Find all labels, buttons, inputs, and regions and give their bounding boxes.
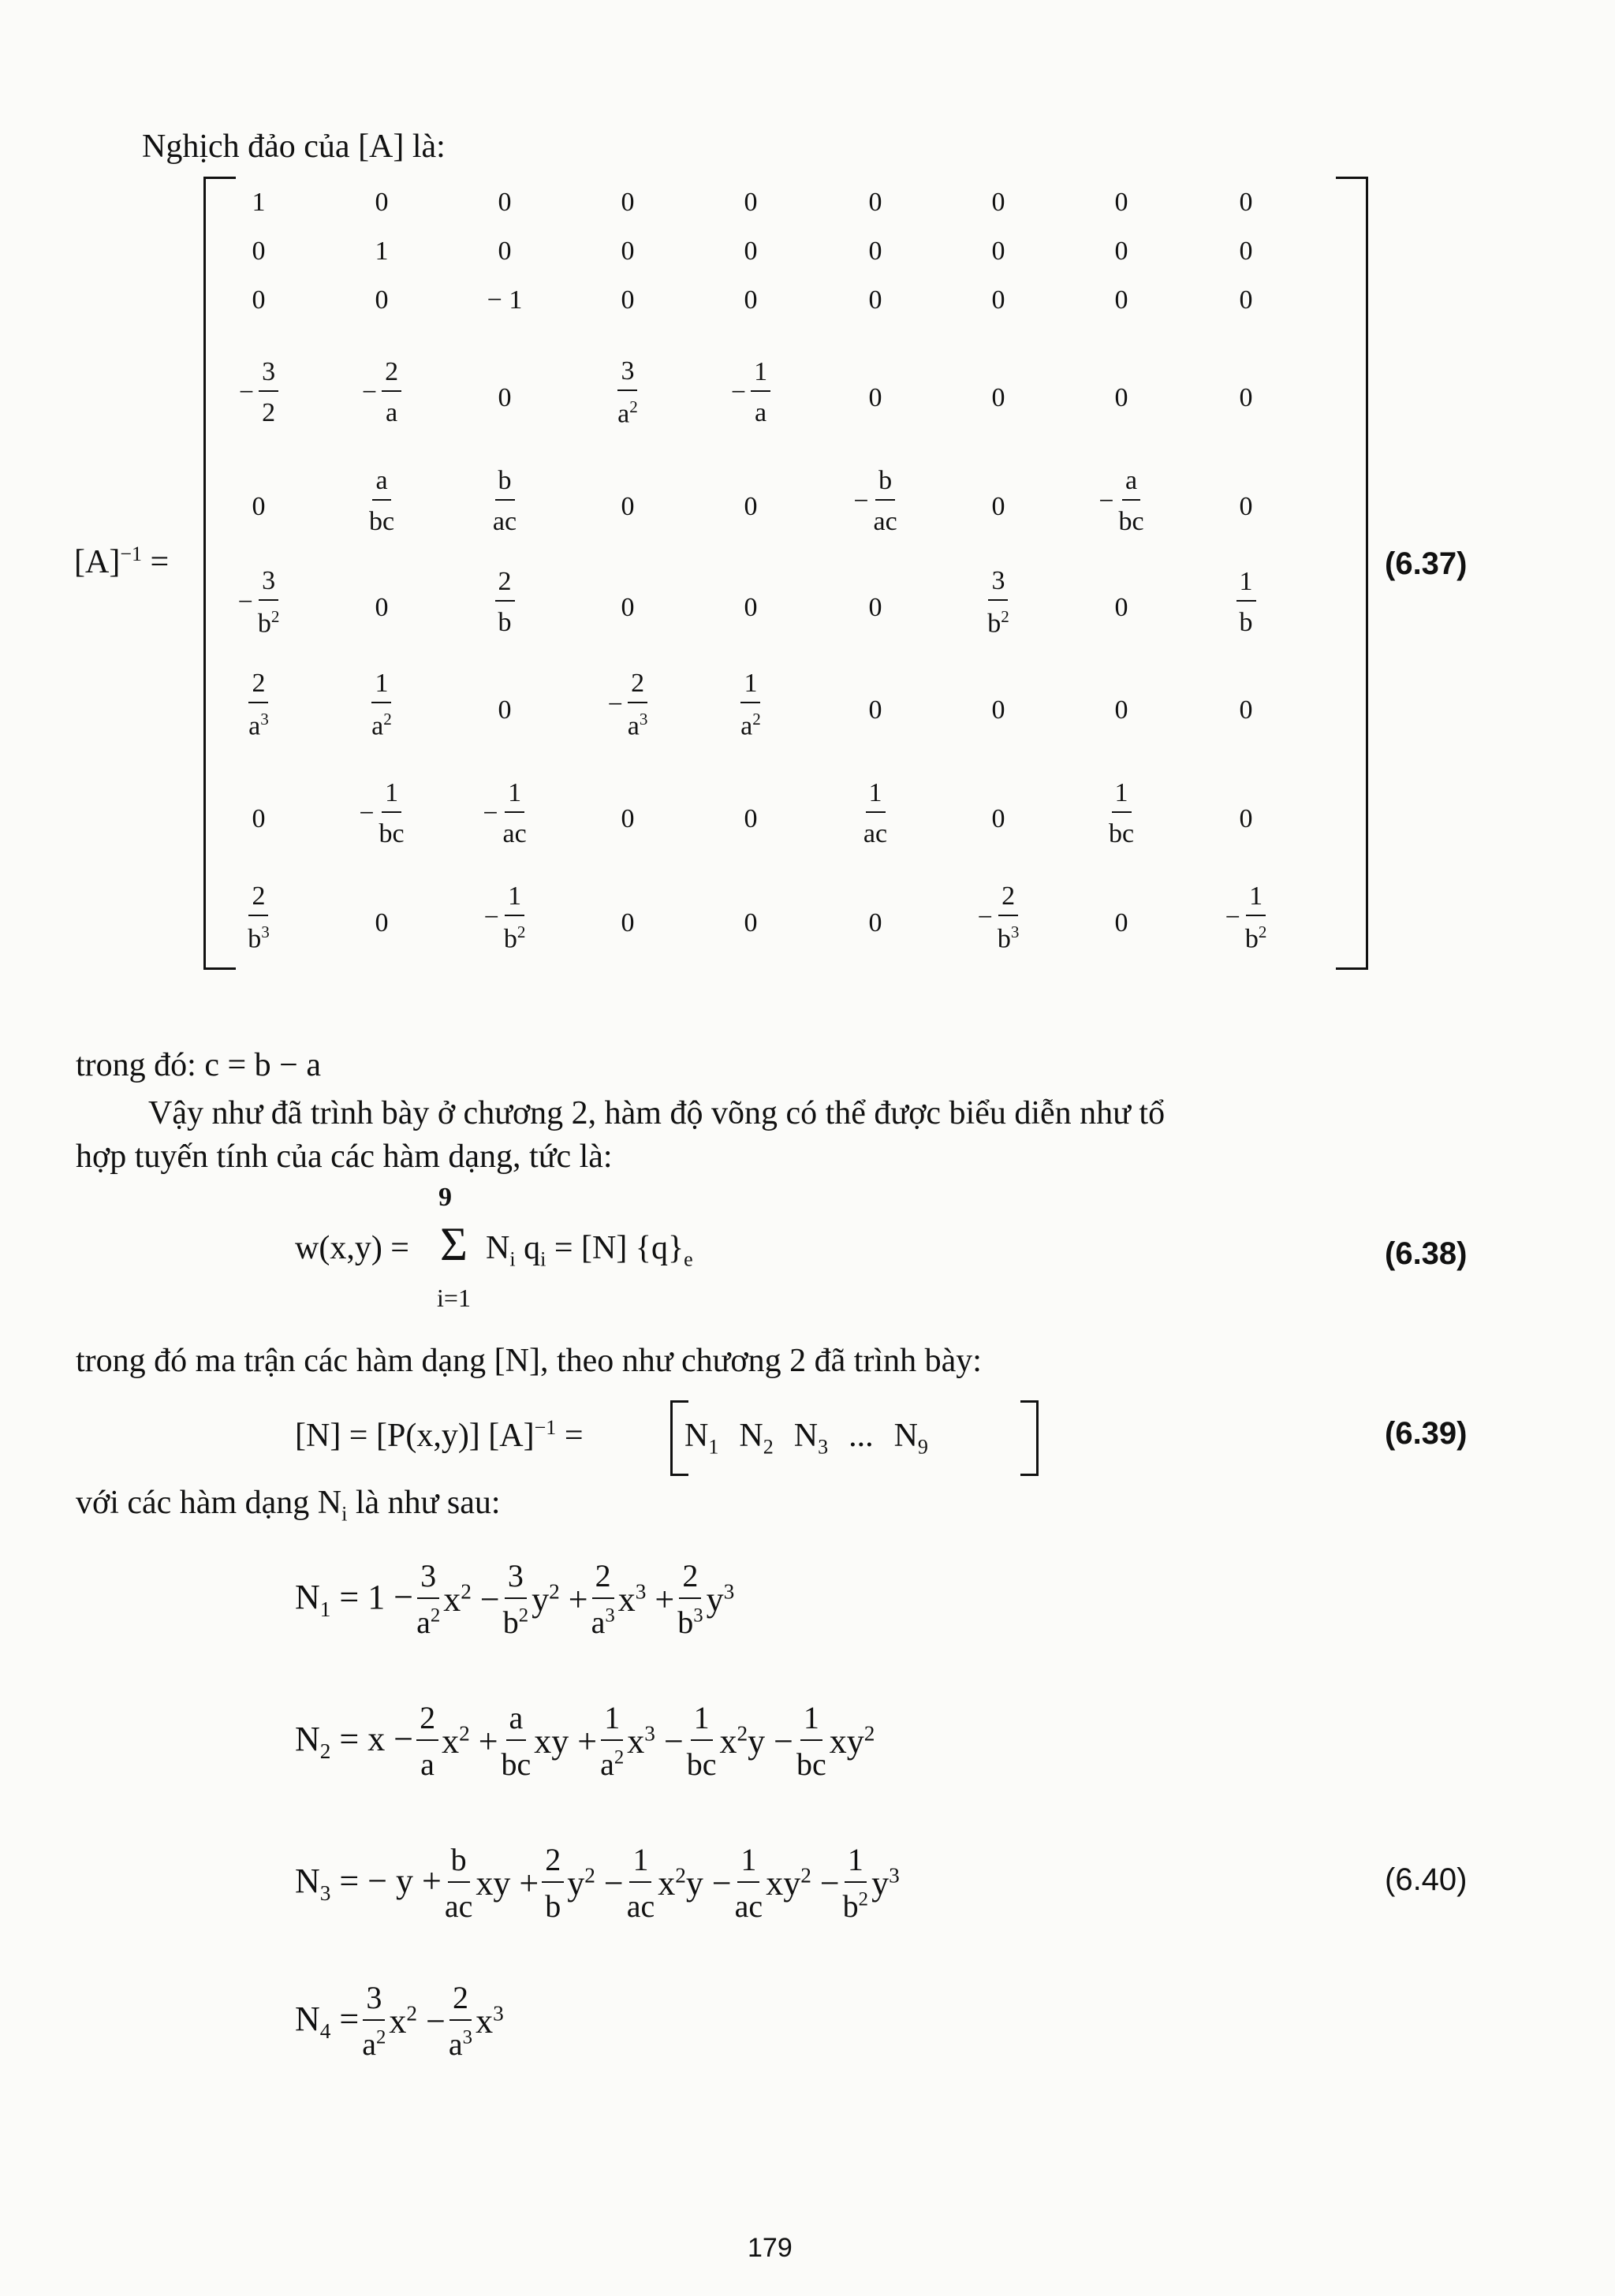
matrix-cell-r8-c2: − $\frac{1}{bc}$ <box>359 778 405 848</box>
shape-function-N1: $N_1 = 1$ − $\frac{3}{a^2}$ $x^2$ − $\frac{3}{b^2}$ $y^2$ + $\frac{2}{a^3}$ $x^3$ + $\frac{2}{b^3}$ $y^3$ <box>295 1558 735 1640</box>
matrix-cell-r1-c5: 0 <box>744 188 758 217</box>
matrix-cell-r9-c3: − $\frac{1}{b^2}$ <box>483 881 526 954</box>
matrix-cell-r6-c1: − $\frac{3}{b^2}$ <box>237 565 280 639</box>
matrix-cell-r2-c2: 1 <box>375 237 389 266</box>
matrix-cell-r5-c3: $\frac{b}{ac}$ <box>492 466 517 536</box>
eq-number-638: (6.38) <box>1385 1236 1468 1271</box>
eq-number-640: (6.40) <box>1385 1862 1468 1897</box>
matrix-cell-r4-c9: 0 <box>1239 383 1253 412</box>
matrix-cell-r4-c8: 0 <box>1114 383 1128 412</box>
matrix-cell-r7-c5: $\frac{1}{a^2}$ <box>740 668 761 741</box>
shape-vector-item: $N_1$ <box>684 1418 719 1459</box>
matrix-cell-r7-c2: $\frac{1}{a^2}$ <box>371 668 392 741</box>
matrix-cell-r3-c9: 0 <box>1239 285 1253 315</box>
matrix-cell-r2-c5: 0 <box>744 237 758 266</box>
matrix-cell-r5-c1: 0 <box>252 492 266 521</box>
matrix-cell-r3-c8: 0 <box>1114 285 1128 315</box>
matrix-cell-r2-c1: 0 <box>252 237 266 266</box>
intro-text: Nghịch đảo của [A] là: <box>142 129 446 165</box>
matrix-cell-r9-c1: $\frac{2}{b^3}$ <box>248 881 270 954</box>
shape-vector-item: ... <box>849 1418 874 1454</box>
matrix-cell-r6-c2: 0 <box>375 593 389 622</box>
matrix-cell-r1-c1: 1 <box>252 188 266 217</box>
shape-function-N3: $N_3$ = − y + $\frac{b}{ac}$ xy + $\frac{2}{b}$ $y^2$ − $\frac{1}{ac}$ $x^2y$ − $\frac{1}{ac}$ $xy^2$ − $\frac{1}{b^2}$ $y^3$ <box>295 1842 900 1924</box>
matrix-cell-r7-c6: 0 <box>868 695 882 725</box>
matrix-cell-r6-c7: $\frac{3}{b^2}$ <box>987 565 1009 639</box>
page-number: 179 <box>748 2233 793 2263</box>
equation-6-39: [N] = [P(x,y)] $[A]^{-1}$ = $N_1$ $N_2$ $N_3$ ... $N_9$ <box>295 1396 1068 1482</box>
matrix-cell-r8-c4: 0 <box>621 804 635 833</box>
matrix-cell-r5-c9: 0 <box>1239 492 1253 521</box>
matrix-cell-r5-c4: 0 <box>621 492 635 521</box>
eq-number-637: (6.37) <box>1385 546 1468 581</box>
matrix-cell-r7-c9: 0 <box>1239 695 1253 725</box>
matrix-cell-r6-c3: $\frac{2}{b}$ <box>449 563 560 642</box>
matrix-cell-r6-c5: 0 <box>744 593 758 622</box>
matrix-cell-r8-c1: 0 <box>252 804 266 833</box>
matrix-cell-r5-c8: − $\frac{a}{bc}$ <box>1098 466 1144 536</box>
inverse-matrix <box>203 175 1367 968</box>
matrix-cell-r4-c3: 0 <box>498 383 512 412</box>
matrix-cell-r2-c6: 0 <box>868 237 882 266</box>
matrix-cell-r8-c5: 0 <box>744 804 758 833</box>
matrix-cell-r4-c2: − $\frac{2}{a}$ <box>326 353 437 432</box>
matrix-cell-r1-c2: 0 <box>375 188 389 217</box>
matrix-cell-r9-c4: 0 <box>621 908 635 937</box>
matrix-cell-r8-c3: − $\frac{1}{ac}$ <box>483 778 527 848</box>
matrix-cell-r9-c8: 0 <box>1114 908 1128 937</box>
matrix-cell-r4-c7: 0 <box>991 383 1005 412</box>
c-definition: trong đó: c = b − a <box>76 1047 321 1083</box>
matrix-cell-r1-c6: 0 <box>868 188 882 217</box>
matrix-cell-r9-c7: − $\frac{2}{b^3}$ <box>977 881 1020 954</box>
matrix-cell-r8-c8: $\frac{1}{bc}$ <box>1108 778 1135 848</box>
matrix-cell-r9-c9: − $\frac{1}{b^2}$ <box>1225 881 1267 954</box>
shape-vector-item: $N_3$ <box>793 1418 829 1459</box>
matrix-cell-r6-c8: 0 <box>1114 593 1128 622</box>
matrix-cell-r3-c1: 0 <box>252 285 266 315</box>
matrix-cell-r1-c8: 0 <box>1114 188 1128 217</box>
shape-function-N2: $N_2 = x$ − $\frac{2}{a}$ $x^2$ + $\frac{a}{bc}$ xy + $\frac{1}{a^2}$ $x^3$ − $\frac{1}{bc}$ $x^2y$ − $\frac{1}{bc}$ $xy^2$ <box>295 1700 875 1782</box>
matrix-cell-r2-c3: 0 <box>498 237 512 266</box>
matrix-cell-r5-c6: − $\frac{b}{ac}$ <box>853 466 897 536</box>
paragraph-4: với các hàm dạng $N_i$ là như sau: <box>76 1485 501 1526</box>
matrix-cell-r3-c7: 0 <box>991 285 1005 315</box>
matrix-cell-r4-c4: $\frac{3}{a^2}$ <box>617 356 638 429</box>
matrix-cell-r5-c5: 0 <box>744 492 758 521</box>
matrix-cell-r2-c9: 0 <box>1239 237 1253 266</box>
matrix-cell-r3-c6: 0 <box>868 285 882 315</box>
matrix-cell-r7-c8: 0 <box>1114 695 1128 725</box>
eq-number-639: (6.39) <box>1385 1416 1468 1451</box>
matrix-cell-r4-c6: 0 <box>868 383 882 412</box>
matrix-cell-r1-c3: 0 <box>498 188 512 217</box>
matrix-cell-r4-c5: − $\frac{1}{a}$ <box>696 353 806 432</box>
matrix-cell-r2-c8: 0 <box>1114 237 1128 266</box>
shape-function-N4: $N_4$ = $\frac{3}{a^2}$ $x^2$ − $\frac{2}{a^3}$ $x^3$ <box>295 1980 504 2062</box>
matrix-cell-r8-c9: 0 <box>1239 804 1253 833</box>
matrix-cell-r5-c7: 0 <box>991 492 1005 521</box>
matrix-cell-r3-c5: 0 <box>744 285 758 315</box>
matrix-label: $[A]^{-1}$ = <box>74 542 170 580</box>
matrix-cell-r8-c7: 0 <box>991 804 1005 833</box>
matrix-cell-r4-c1: − $\frac{3}{2}$ <box>203 353 314 432</box>
matrix-cell-r7-c7: 0 <box>991 695 1005 725</box>
matrix-cell-r5-c2: $\frac{a}{bc}$ <box>368 466 395 536</box>
matrix-cell-r6-c6: 0 <box>868 593 882 622</box>
matrix-cell-r7-c1: $\frac{2}{a^3}$ <box>248 668 269 741</box>
paragraph-line-2: hợp tuyến tính của các hàm dạng, tức là: <box>76 1139 613 1175</box>
matrix-cell-r1-c4: 0 <box>621 188 635 217</box>
matrix-cell-r6-c9: $\frac{1}{b}$ <box>1191 563 1301 642</box>
matrix-cell-r9-c2: 0 <box>375 908 389 937</box>
matrix-cell-r7-c3: 0 <box>498 695 512 725</box>
matrix-cell-r7-c4: − $\frac{2}{a^3}$ <box>607 668 648 741</box>
shape-vector-item: $N_2$ <box>739 1418 774 1459</box>
paragraph-3: trong đó ma trận các hàm dạng [N], theo như chương 2 đã trình bày: <box>76 1343 982 1379</box>
matrix-cell-r2-c4: 0 <box>621 237 635 266</box>
matrix-cell-r1-c9: 0 <box>1239 188 1253 217</box>
matrix-cell-r2-c7: 0 <box>991 237 1005 266</box>
matrix-cell-r3-c3: − 1 <box>487 285 523 315</box>
matrix-cell-r8-c6: $\frac{1}{ac}$ <box>863 778 888 848</box>
matrix-cell-r9-c5: 0 <box>744 908 758 937</box>
matrix-cell-r3-c4: 0 <box>621 285 635 315</box>
matrix-cell-r6-c4: 0 <box>621 593 635 622</box>
matrix-cell-r1-c7: 0 <box>991 188 1005 217</box>
matrix-cell-r9-c6: 0 <box>868 908 882 937</box>
equation-6-38: w(x,y) = 9 Σ i=1 $N_i$ $q_i = [N]$ $\{q\}_e$ <box>295 1183 693 1312</box>
shape-vector-item: $N_9$ <box>893 1418 928 1459</box>
matrix-cell-r3-c2: 0 <box>375 285 389 315</box>
paragraph-line-1: Vậy như đã trình bày ở chương 2, hàm độ võng có thể được biểu diễn như tổ <box>148 1095 1166 1131</box>
